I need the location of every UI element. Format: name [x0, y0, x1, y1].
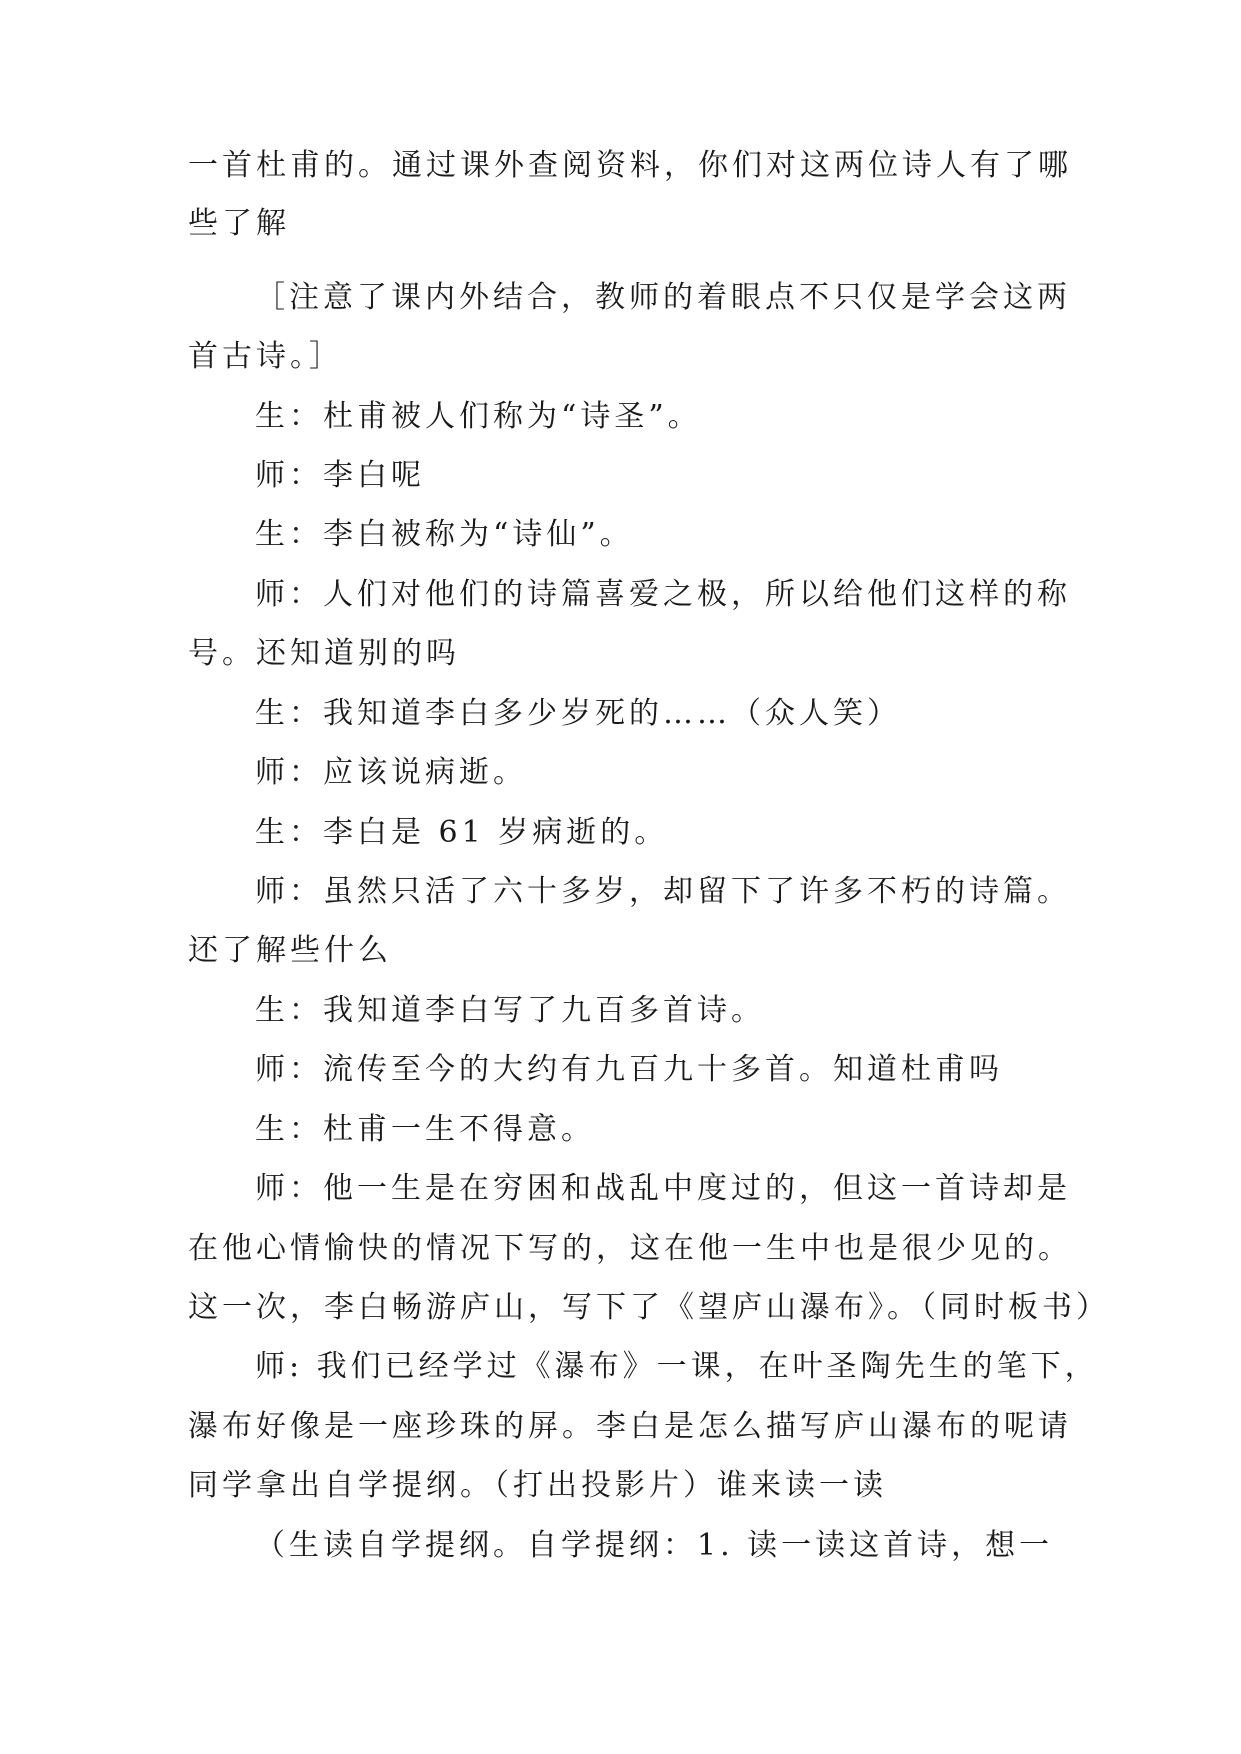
dialogue-line: 师：李白呢	[255, 458, 425, 493]
annotation-line: ［注意了课内外结合，教师的着眼点不只仅是学会这两	[255, 280, 1071, 315]
dialogue-line: 生：杜甫被人们称为“诗圣”。	[255, 399, 702, 434]
dialogue-line: 生：李白被称为“诗仙”。	[255, 517, 634, 552]
dialogue-line: 这一次，李白畅游庐山，写下了《望庐山瀑布》。（同时板书）	[188, 1290, 1110, 1325]
dialogue-line: 师：应该说病逝。	[255, 755, 527, 790]
dialogue-line: 瀑布好像是一座珍珠的屏。李白是怎么描写庐山瀑布的呢请	[188, 1409, 1072, 1444]
dialogue-line: 师：人们对他们的诗篇喜爱之极，所以给他们这样的称	[255, 577, 1071, 612]
dialogue-line: （生读自学提纲。自学提纲：1. 读一读这首诗，想一	[255, 1528, 1054, 1563]
dialogue-line: 生：杜甫一生不得意。	[255, 1112, 595, 1147]
text-line: 一首杜甫的。通过课外查阅资料，你们对这两位诗人有了哪	[188, 148, 1072, 183]
dialogue-line: 还了解些什么	[188, 933, 392, 968]
text-line: 些了解	[188, 206, 290, 241]
dialogue-line: 师：虽然只活了六十多岁，却留下了许多不朽的诗篇。	[255, 874, 1071, 909]
dialogue-line: 在他心情愉快的情况下写的，这在他一生中也是很少见的。	[188, 1231, 1072, 1266]
dialogue-line: 生：我知道李白多少岁死的……（众人笑）	[255, 696, 901, 731]
dialogue-line: 同学拿出自学提纲。（打出投影片）谁来读一读	[188, 1468, 887, 1503]
dialogue-line: 号。还知道别的吗	[188, 636, 460, 671]
dialogue-line: 生：我知道李白写了九百多首诗。	[255, 993, 765, 1028]
dialogue-line: 师：他一生是在穷困和战乱中度过的，但这一首诗却是	[255, 1171, 1071, 1206]
annotation-line: 首古诗。］	[188, 339, 343, 374]
dialogue-line: 生：李白是 61 岁病逝的。	[255, 815, 669, 850]
dialogue-line: 师: 我们已经学过《瀑布》一课，在叶圣陶先生的笔下，	[255, 1349, 1099, 1384]
dialogue-line: 师：流传至今的大约有九百九十多首。知道杜甫吗	[255, 1052, 1003, 1087]
